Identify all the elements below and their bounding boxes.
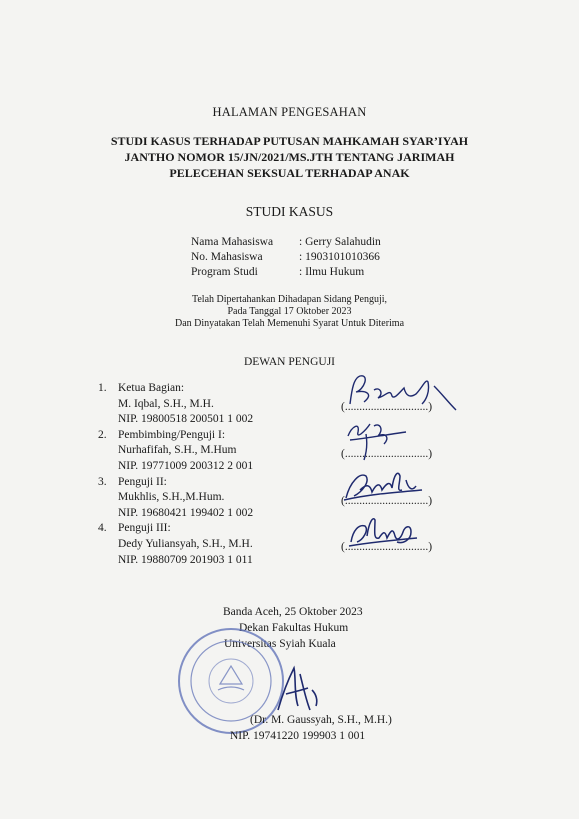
student-info xyxy=(191,235,381,280)
examiner-name: M. Iqbal, S.H., M.H. xyxy=(118,397,214,410)
student-number-value: : 1903101010366 xyxy=(299,251,380,263)
study-program-value: : Ilmu Hukum xyxy=(299,266,365,278)
examiner-2 xyxy=(98,428,253,475)
examiner-number: 2. xyxy=(98,428,107,441)
panel-title: DEWAN PENGUJI xyxy=(243,356,336,368)
approval-position: Dekan Fakultas Hukum xyxy=(239,622,349,634)
examiner-nip: NIP. 19680421 199402 1 002 xyxy=(118,506,254,519)
examiner-nip: NIP. 19800518 200501 1 002 xyxy=(118,413,254,426)
student-number-row xyxy=(191,250,381,265)
defense-line-3: Dan Dinyatakan Telah Memenuhi Syarat Untuk Diterima xyxy=(174,318,405,329)
examiner-nip: NIP. 19771009 200312 2 001 xyxy=(118,459,254,472)
page-header: HALAMAN PENGESAHAN xyxy=(212,105,367,119)
examiner-role: Penguji II: xyxy=(118,475,167,488)
dean-name: (Dr. M. Gaussyah, S.H., M.H.) xyxy=(250,714,392,726)
signature-blank-1: (.............................) xyxy=(341,401,433,413)
examiner-3 xyxy=(98,475,253,522)
examiner-name: Nurhafifah, S.H., M.Hum xyxy=(118,444,237,457)
signature-examiner-3 xyxy=(340,462,433,508)
student-name-label: Nama Mahasiswa xyxy=(191,236,274,248)
approval-institution: Universitas Syiah Kuala xyxy=(224,638,336,650)
thesis-title-line-3: PELECEHAN SEKSUAL TERHADAP ANAK xyxy=(169,166,410,180)
examiner-number: 4. xyxy=(98,522,107,535)
defense-line-1: Telah Dipertahankan Dihadapan Sidang Penguji, xyxy=(191,294,388,305)
signature-examiner-1 xyxy=(330,368,470,418)
examiner-role: Penguji III: xyxy=(118,522,171,535)
signature-examiner-2 xyxy=(340,416,420,461)
study-program-row xyxy=(191,265,381,280)
examiner-nip: NIP. 19880709 201903 1 011 xyxy=(118,553,253,566)
approval-place-date: Banda Aceh, 25 Oktober 2023 xyxy=(223,606,363,618)
examiner-number: 3. xyxy=(98,475,107,488)
student-number-label: No. Mahasiswa xyxy=(191,251,263,263)
examiner-name: Dedy Yuliansyah, S.H., M.H. xyxy=(118,537,253,550)
document-type: STUDI KASUS xyxy=(245,204,334,219)
signature-blank-3: (.............................) xyxy=(341,495,433,507)
signature-blank-2: (.............................) xyxy=(341,448,433,460)
thesis-title-line-1: STUDI KASUS TERHADAP PUTUSAN MAHKAMAH SYAR’IYAH xyxy=(110,134,469,148)
defense-line-2: Pada Tanggal 17 Oktober 2023 xyxy=(227,306,352,317)
examiner-list xyxy=(98,381,253,568)
examiner-role: Pembimbing/Penguji I: xyxy=(118,428,226,441)
signature-blank-4: (.............................) xyxy=(341,541,433,553)
examiner-1 xyxy=(98,381,253,428)
signature-dean xyxy=(268,660,328,720)
signature-examiner-4 xyxy=(345,508,425,554)
student-name-value: : Gerry Salahudin xyxy=(299,236,381,248)
examiner-4 xyxy=(98,521,253,568)
examiner-number: 1. xyxy=(98,382,107,394)
dean-nip: NIP. 19741220 199903 1 001 xyxy=(230,730,366,742)
examiner-role: Ketua Bagian: xyxy=(118,382,185,394)
student-name-row xyxy=(191,235,381,250)
examiner-name: Mukhlis, S.H.,M.Hum. xyxy=(118,491,225,504)
study-program-label: Program Studi xyxy=(191,266,258,278)
thesis-title-line-2: JANTHO NOMOR 15/JN/2021/MS.JTH TENTANG JARIMAH xyxy=(124,150,455,164)
